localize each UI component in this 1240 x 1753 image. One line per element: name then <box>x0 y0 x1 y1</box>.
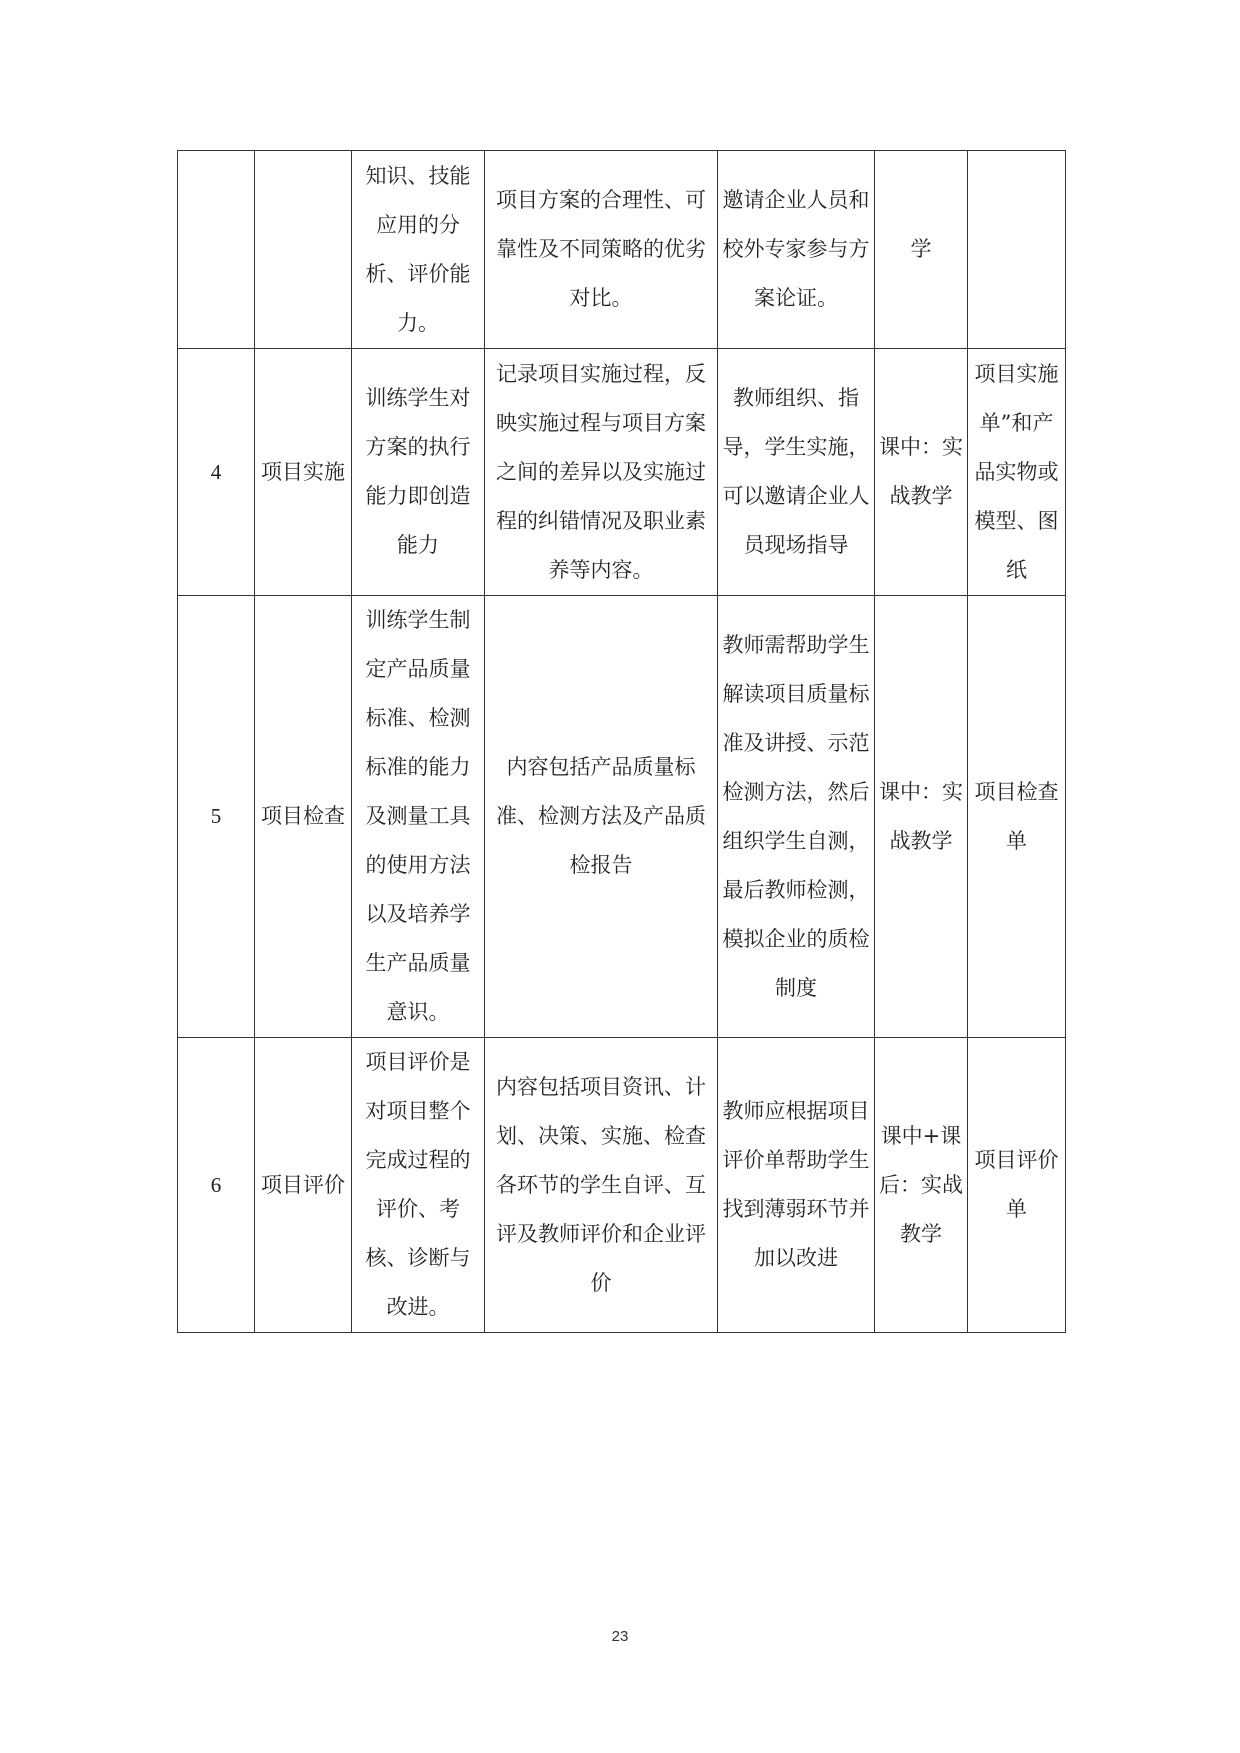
stage-cell: 项目评价 <box>255 1038 352 1333</box>
table-row-project-inspection <box>178 596 1066 1038</box>
content-cell: 内容包括产品质量标准、检测方法及产品质检报告 <box>485 596 718 1038</box>
goal-cell: 项目评价是对项目整个完成过程的评价、考核、诊断与改进。 <box>352 1038 485 1333</box>
row-number-cell <box>178 151 255 349</box>
table-row-continued <box>178 151 1066 349</box>
time-cell: 课中：实战教学 <box>875 349 968 596</box>
content-cell: 内容包括项目资讯、计划、决策、实施、检查各环节的学生自评、互评及教师评价和企业评价 <box>485 1038 718 1333</box>
content-cell: 记录项目实施过程，反映实施过程与项目方案之间的差异以及实施过程的纠错情况及职业素养等内容。 <box>485 349 718 596</box>
method-cell: 教师需帮助学生解读项目质量标准及讲授、示范检测方法，然后组织学生自测，最后教师检测，模拟企业的质检制度 <box>718 596 875 1038</box>
stage-cell: 项目检查 <box>255 596 352 1038</box>
time-cell: 学 <box>875 151 968 349</box>
time-cell: 课中+课后：实战教学 <box>875 1038 968 1333</box>
result-cell: 项目评价单 <box>968 1038 1066 1333</box>
content-cell: 项目方案的合理性、可靠性及不同策略的优劣对比。 <box>485 151 718 349</box>
table-row-project-evaluation <box>178 1038 1066 1333</box>
stage-cell <box>255 151 352 349</box>
goal-cell: 训练学生制定产品质量标准、检测标准的能力及测量工具的使用方法以及培养学生产品质量意识。 <box>352 596 485 1038</box>
result-cell <box>968 151 1066 349</box>
stage-cell: 项目实施 <box>255 349 352 596</box>
row-number-cell: 5 <box>178 596 255 1038</box>
teaching-plan-table <box>177 150 1066 1333</box>
page-number: 23 <box>611 1628 629 1645</box>
method-cell: 教师应根据项目评价单帮助学生找到薄弱环节并加以改进 <box>718 1038 875 1333</box>
method-cell: 教师组织、指导，学生实施，可以邀请企业人员现场指导 <box>718 349 875 596</box>
row-number-cell: 6 <box>178 1038 255 1333</box>
result-cell: 项目实施单”和产品实物或模型、图纸 <box>968 349 1066 596</box>
goal-cell: 训练学生对方案的执行能力即创造能力 <box>352 349 485 596</box>
table-row-project-implementation <box>178 349 1066 596</box>
row-number-cell: 4 <box>178 349 255 596</box>
result-cell: 项目检查单 <box>968 596 1066 1038</box>
goal-cell: 知识、技能应用的分析、评价能力。 <box>352 151 485 349</box>
method-cell: 邀请企业人员和校外专家参与方案论证。 <box>718 151 875 349</box>
time-cell: 课中：实战教学 <box>875 596 968 1038</box>
